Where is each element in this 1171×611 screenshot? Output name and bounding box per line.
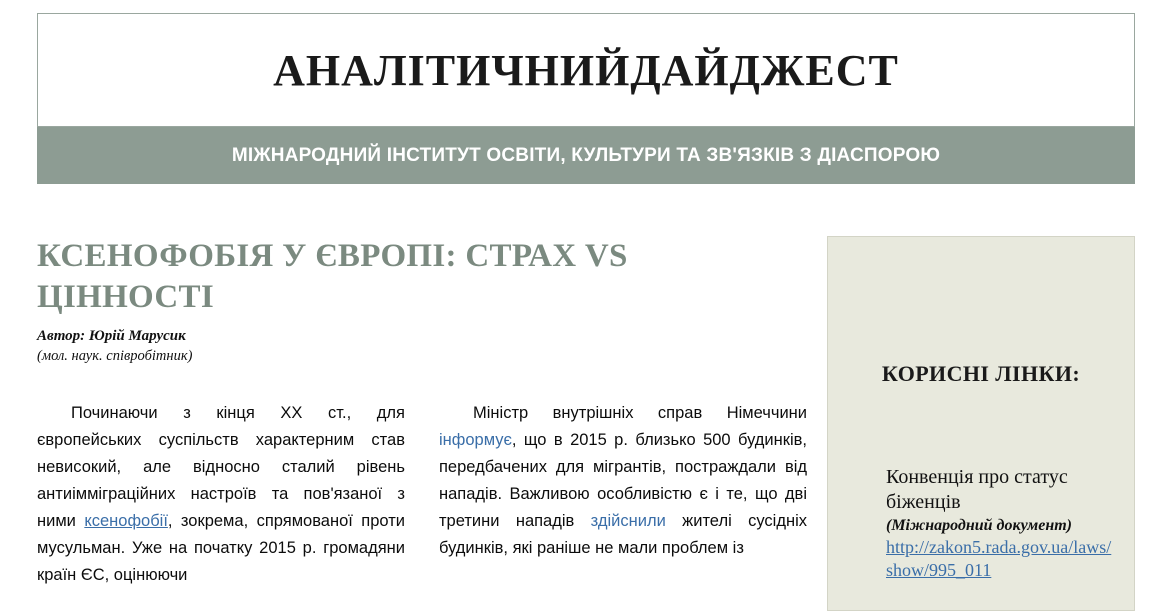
sidebar-link-url[interactable]: http://zakon5.rada.gov.ua/laws/show/995_011 [886,537,1112,580]
article-title: КСЕНОФОБІЯ У ЄВРОПІ: СТРАХ VS ЦІННОСТІ [37,238,628,315]
column-right-link-carried-out[interactable]: здійснили [590,512,666,530]
organization-bar [37,127,1135,184]
sidebar-heading: КОРИСНІ ЛІНКИ: [881,361,1081,386]
article-column-left [37,400,405,589]
column-right-text-part3: жителі сусідніх будинків, які раніше не мали проблем із [439,512,807,557]
column-right-text-part1: Міністр внутрішніх справ Німеччини [473,404,807,422]
article-header [37,236,807,366]
organization-name: МІЖНАРОДНИЙ ІНСТИТУТ ОСВІТИ, КУЛЬТУРИ ТА ЗВ'ЯЗКІВ З ДІАСПОРОЮ [231,144,941,166]
publication-title: АНАЛІТИЧНИЙДАЙДЖЕСТ [273,45,899,95]
article-author-role: (мол. наук. співробітник) [37,348,193,364]
sidebar-link-name: Конвенція про статус біженців [886,466,1068,513]
masthead-banner [37,13,1135,127]
column-left-text-part2: , зокрема, спрямованої проти мусульман. Уже на початку 2015 р. громадяни країн ЄС, оцінюючи [37,512,405,584]
article-author: Автор: Юрій Марусик [37,328,186,344]
article-body [37,400,807,589]
article-column-right [439,400,807,589]
sidebar-link-item [886,465,1116,582]
column-right-text-part2: , що в 2015 р. близько 500 будинків, передбачених для мігрантів, постраждали від нападів. Важливою особливістю є і те, що дві третини нападів [439,431,807,530]
column-left-link-xenophobia[interactable]: ксенофобії [84,512,168,530]
column-left-text-part1: Починаючи з кінця XX ст., для європейських суспільств характерним став невисокий, але відносно сталий рівень антиімміграційних настроїв та пов'язаної з ними [37,404,405,530]
column-right-link-informs[interactable]: інформує [439,431,512,449]
useful-links-sidebar [827,236,1135,611]
sidebar-link-kind: (Міжнародний документ) [886,517,1072,534]
